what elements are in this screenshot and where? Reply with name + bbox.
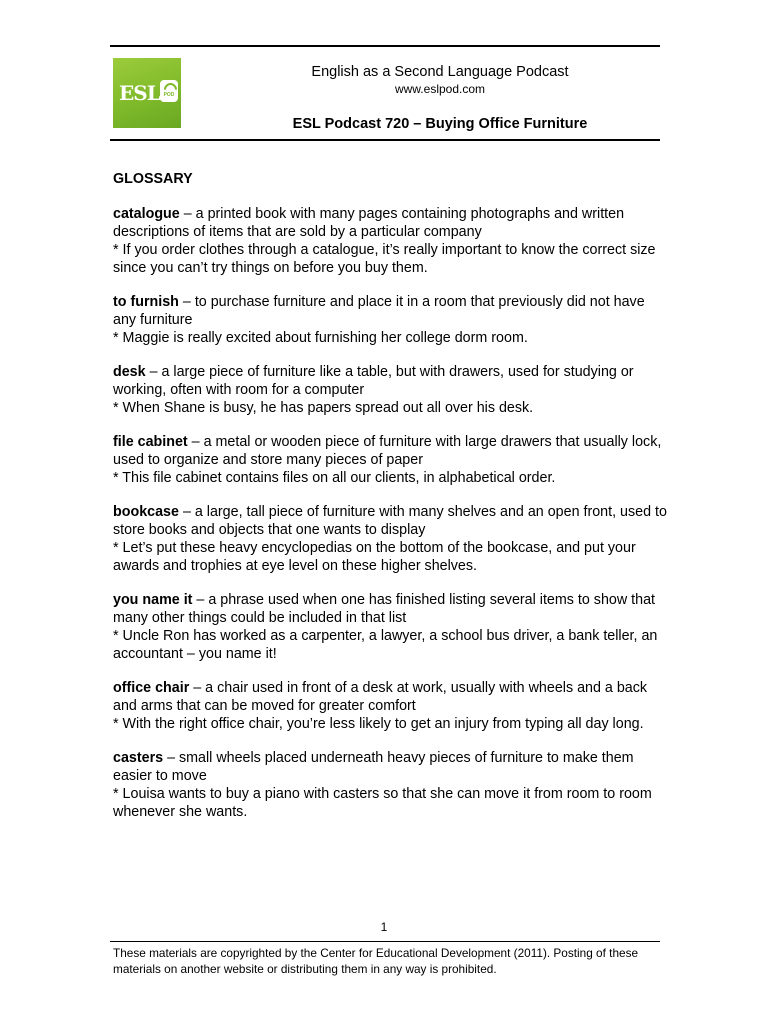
entry-definition: – a metal or wooden piece of furniture with large drawers that usually lock, used to organize and store many pieces of paper: [113, 434, 662, 468]
entry-definition-line: [113, 503, 668, 539]
episode-title: ESL Podcast 720 – Buying Office Furniture: [292, 116, 588, 132]
entry-term: bookcase: [113, 504, 179, 520]
entry-definition: – a chair used in front of a desk at work, usually with wheels and a back and arms that can be moved for greater comfort: [113, 680, 648, 714]
entry-definition: – a large, tall piece of furniture with many shelves and an open front, used to store books and objects that one wants to display: [113, 504, 667, 538]
glossary-heading: GLOSSARY: [113, 171, 193, 187]
entry-term: to furnish: [113, 294, 179, 310]
eslpod-logo: [113, 58, 181, 128]
entry-term: catalogue: [113, 206, 180, 222]
entry-example: * Louisa wants to buy a piano with casters so that she can move it from room to room whenever she wants.: [113, 786, 652, 820]
entry-definition: – a printed book with many pages containing photographs and written descriptions of items that are sold by a particular company: [113, 206, 625, 240]
copyright-notice: These materials are copyrighted by the Center for Educational Development (2011). Posting of these materials on another website or distributing them in any way is prohibited.: [113, 946, 639, 976]
entry-term: office chair: [113, 680, 190, 696]
glossary-entry: [113, 591, 668, 663]
glossary-section: [113, 170, 668, 837]
podcast-badge-icon: POD: [160, 80, 178, 102]
entry-example: * Maggie is really excited about furnishing her college dorm room.: [113, 330, 528, 346]
entry-definition: – small wheels placed underneath heavy pieces of furniture to make them easier to move: [113, 750, 634, 784]
glossary-entry: [113, 363, 668, 417]
entry-example: * Uncle Ron has worked as a carpenter, a lawyer, a school bus driver, a bank teller, an accountant – you name it!: [113, 628, 658, 662]
entry-definition-line: [113, 293, 668, 329]
entry-definition-line: [113, 749, 668, 785]
glossary-entry: [113, 503, 668, 575]
entry-example: * When Shane is busy, he has papers spread out all over his desk.: [113, 400, 534, 416]
entry-definition: – a large piece of furniture like a table, but with drawers, used for studying or working, often with room for a computer: [113, 364, 634, 398]
entry-example: * Let’s put these heavy encyclopedias on the bottom of the bookcase, and put your awards and trophies at eye level on these higher shelves.: [113, 540, 636, 574]
entry-term: file cabinet: [113, 434, 188, 450]
entry-term: you name it: [113, 592, 193, 608]
entry-example: * If you order clothes through a catalogue, it’s really important to know the correct size since you can’t try things on before you buy them.: [113, 242, 656, 276]
entry-definition-line: [113, 591, 668, 627]
entry-definition: – a phrase used when one has finished listing several items to show that many other things could be included in that list: [113, 592, 655, 626]
entry-definition: – to purchase furniture and place it in a room that previously did not have any furniture: [113, 294, 645, 328]
entry-definition-line: [113, 433, 668, 469]
entry-definition-line: [113, 205, 668, 241]
entry-definition-line: [113, 363, 668, 399]
entry-example: * With the right office chair, you’re less likely to get an injury from typing all day long.: [113, 716, 644, 732]
header-rule: [110, 139, 660, 141]
site-url-link[interactable]: www.eslpod.com: [394, 82, 486, 96]
glossary-entry: [113, 205, 668, 277]
entry-definition-line: [113, 679, 668, 715]
page-number-text: 1: [380, 920, 388, 934]
glossary-entry: [113, 749, 668, 821]
entry-example: * This file cabinet contains files on all our clients, in alphabetical order.: [113, 470, 556, 486]
page-number: [0, 920, 768, 934]
site-name: English as a Second Language Podcast: [311, 64, 569, 80]
glossary-entry: [113, 433, 668, 487]
logo-text: ESL: [119, 81, 160, 105]
glossary-entry: [113, 293, 668, 347]
top-rule: [110, 45, 660, 47]
glossary-entry: [113, 679, 668, 733]
entry-term: desk: [113, 364, 146, 380]
footer-rule: [110, 941, 660, 942]
entry-term: casters: [113, 750, 164, 766]
